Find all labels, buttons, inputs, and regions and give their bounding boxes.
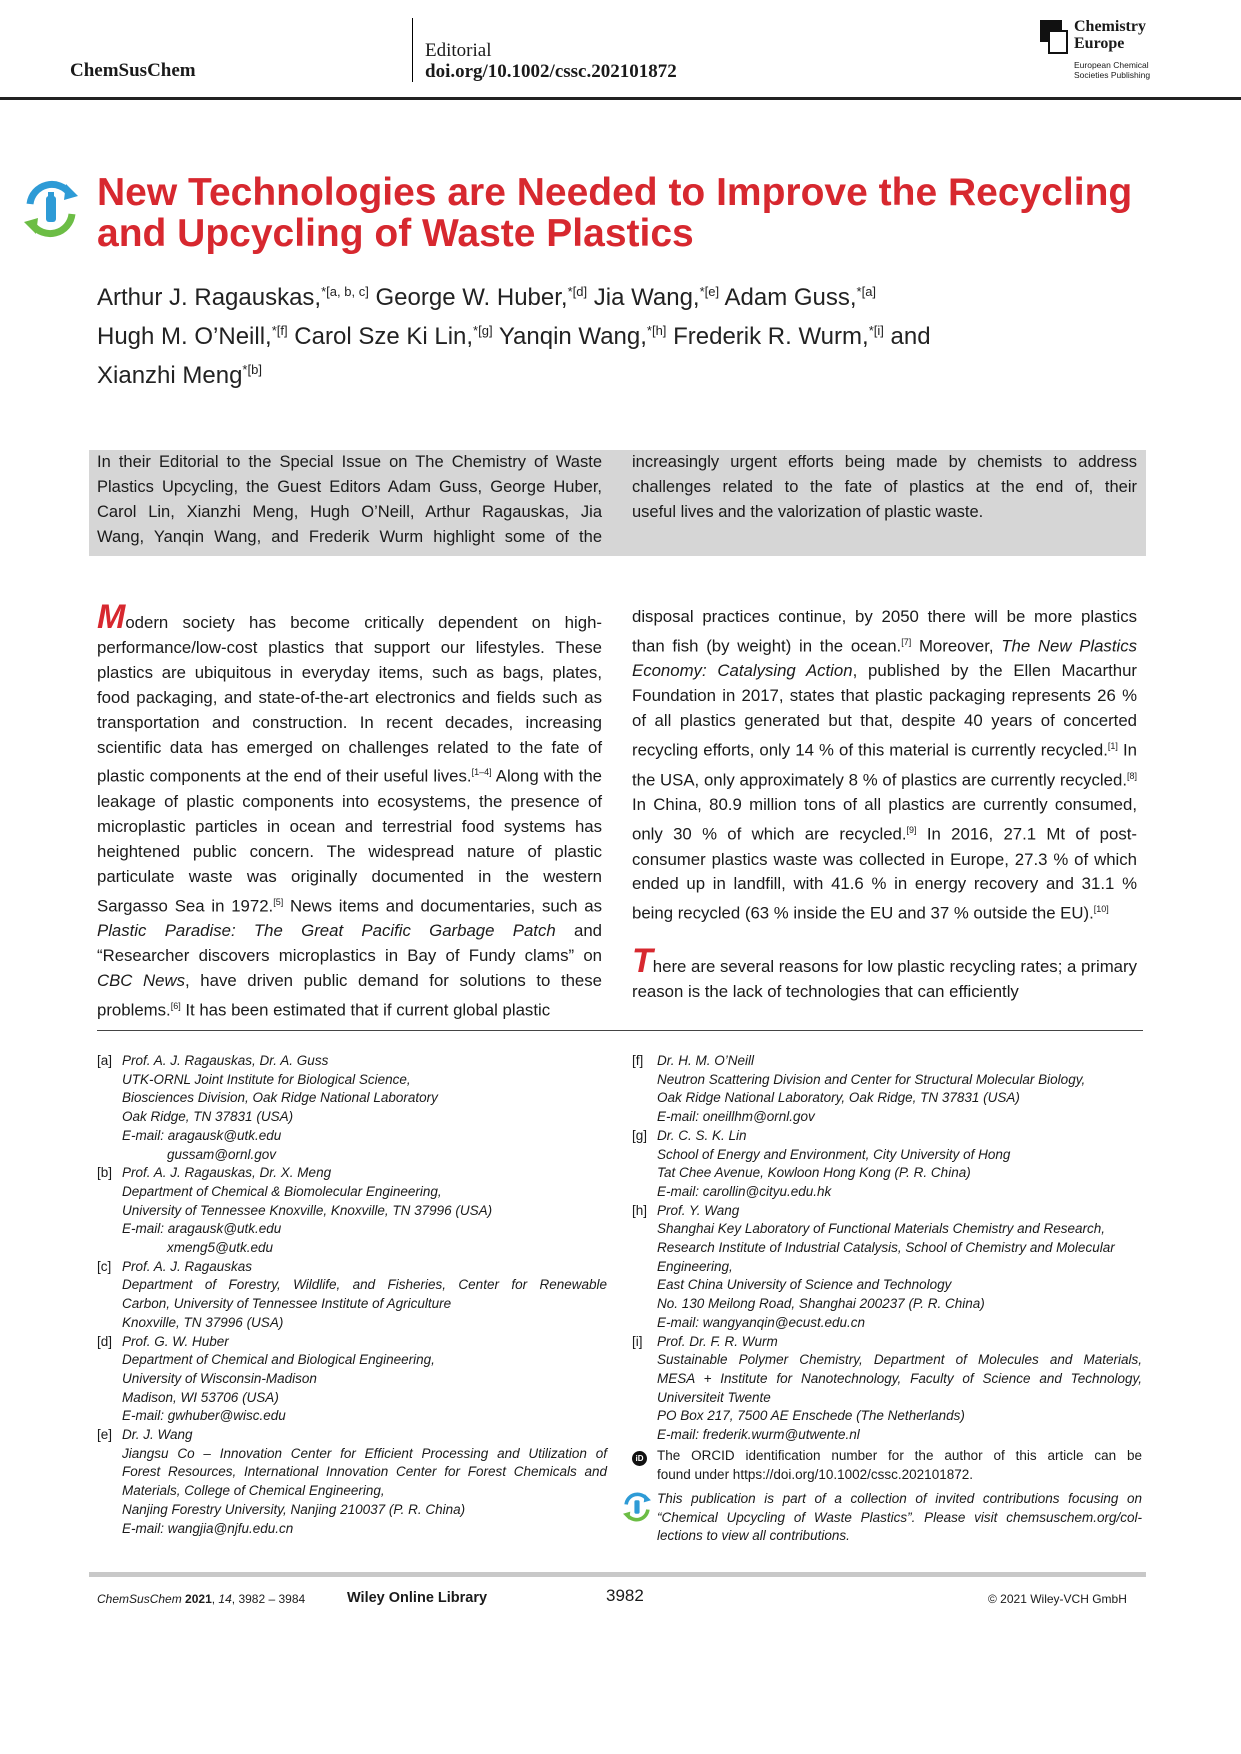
- drop-cap: T: [632, 942, 653, 980]
- body-text: It has been estimated that if current global plastic: [180, 1000, 551, 1020]
- affiliation-author: Prof. A. J. Ragauskas, Dr. A. Guss: [122, 1053, 329, 1068]
- footer-citation: ChemSusChem 2021, 14, 3982 – 3984: [97, 1592, 306, 1606]
- affiliation-author: Dr. C. S. K. Lin: [657, 1127, 747, 1143]
- abstract-line: useful lives and the valorization of plastic waste.: [632, 503, 984, 521]
- affiliation-line: University of Wisconsin-Madison: [122, 1370, 317, 1386]
- body-text: and “Researcher discovers microplastics in Bay of Fundy clams” on: [97, 921, 602, 965]
- affiliation-label: [c]: [97, 1258, 112, 1274]
- affiliation-line: Jiangsu Co – Innovation Center for Efficient Processing and Utilization of: [122, 1445, 607, 1461]
- abstract-left-column: [97, 450, 602, 550]
- corresponding-mark: *: [473, 323, 479, 338]
- author-name: Jia Wang,: [593, 284, 700, 311]
- affiliation-entry: [97, 1052, 607, 1164]
- author-list: [97, 275, 1217, 392]
- body-text: Moreover,: [911, 636, 1002, 656]
- body-text: In China, 80.9 million tons of all plastics are currently consumed, only 30 % of which are recycled.: [632, 795, 1137, 844]
- citation-journal: ChemSusChem: [97, 1592, 182, 1606]
- affiliation-line: Sustainable Polymer Chemistry, Department of Molecules and Materials,: [657, 1352, 1142, 1368]
- affiliation-line: Department of Forestry, Wildlife, and Fisheries, Center for Renewable: [122, 1277, 607, 1293]
- affiliation-author: Prof. Dr. F. R. Wurm: [657, 1333, 778, 1349]
- affiliation-entry: [97, 1164, 607, 1258]
- author-and: and: [890, 323, 931, 350]
- affiliation-author: Dr. J. Wang: [122, 1427, 193, 1443]
- affiliation-entry: [632, 1333, 1142, 1445]
- orcid-note: [657, 1447, 1142, 1484]
- affiliation-line: Oak Ridge, TN 37831 (USA): [122, 1109, 294, 1125]
- affiliation-line: Research Institute of Industrial Catalysis, School of Chemistry and Molecular: [657, 1240, 1115, 1256]
- publisher-subtitle-line1: European Chemical: [1074, 60, 1149, 70]
- footer-rule: [89, 1572, 1146, 1577]
- affiliation-line: Department of Chemical & Biomolecular Engineering,: [122, 1183, 442, 1199]
- author-name: Xianzhi Meng: [97, 362, 243, 389]
- corresponding-mark: *: [699, 284, 705, 299]
- corresponding-mark: *: [321, 284, 327, 299]
- abstract-line: increasingly urgent efforts being made by chemists to address: [632, 453, 1137, 471]
- recycling-collection-small-icon: [622, 1492, 652, 1522]
- affiliation-entry: [632, 1127, 1142, 1202]
- author-affiliation: [h]: [651, 323, 667, 338]
- affiliation-line: Tat Chee Avenue, Kowloon Hong Kong (P. R. China): [657, 1165, 971, 1181]
- affiliation-line: School of Energy and Environment, City University of Hong: [657, 1146, 1011, 1162]
- affiliation-line: MESA + Institute for Nanotechnology, Faculty of Science and Technology,: [657, 1370, 1142, 1386]
- chemistry-europe-logo-icon: [1040, 20, 1068, 54]
- publisher-subtitle-line2: Societies Publishing: [1074, 70, 1151, 80]
- affiliation-line: East China University of Science and Technology: [657, 1277, 952, 1293]
- publisher-name-line1: Chemistry: [1074, 18, 1146, 35]
- author-affiliation: [e]: [704, 284, 720, 299]
- affiliation-line: Nanjing Forestry University, Nanjing 210037 (P. R. China): [122, 1501, 466, 1517]
- body-text: In the USA, only approximately 8 % of plastics are currently recycled.: [632, 740, 1137, 790]
- abstract-line: challenges related to the fate of plastics at the end of, their: [632, 478, 1137, 496]
- affiliation-entry: [97, 1258, 607, 1333]
- abstract-line: Wang, Yanqin Wang, and Frederik Wurm highlight some of the: [97, 528, 602, 546]
- affiliation-line: Knoxville, TN 37996 (USA): [122, 1314, 284, 1330]
- orcid-icon: iD: [632, 1451, 647, 1466]
- affiliation-line: Engineering,: [657, 1258, 733, 1274]
- collection-line: This publication is part of a collection of invited contributions focusing on: [657, 1491, 1142, 1506]
- corresponding-mark: *: [646, 323, 652, 338]
- affiliation-label: [f]: [632, 1053, 644, 1068]
- abstract-line: Carol Lin, Xianzhi Meng, Hugh O’Neill, Arthur Ragauskas, Jia: [97, 503, 602, 521]
- affiliation-email[interactable]: E-mail: carollin@cityu.edu.hk: [657, 1183, 832, 1199]
- author-affiliation: [d]: [572, 284, 588, 299]
- section-label: Editorial: [425, 40, 492, 61]
- abstract-line: In their Editorial to the Special Issue on The Chemistry of Waste: [97, 453, 602, 471]
- reference-link[interactable]: [6]: [170, 1000, 181, 1011]
- header-divider: [412, 18, 413, 82]
- collection-line[interactable]: “Chemical Upcycling of Waste Plastics”. Please visit chemsuschem.org/col-: [657, 1509, 1142, 1525]
- affiliation-line: Neutron Scattering Division and Center for Structural Molecular Biology,: [657, 1071, 1086, 1087]
- affiliation-line: Shanghai Key Laboratory of Functional Materials Chemistry and Research,: [657, 1221, 1105, 1237]
- affiliation-label: [d]: [97, 1333, 113, 1349]
- body-text: In 2016, 27.1 Mt of post-consumer plastics waste was collected in Europe, 27.3 % of which ended up in landfill, with 41.6 % in energy recovery and 31.1 % being recycled (63 % inside the EU and 37 % outside the EU).: [632, 824, 1137, 923]
- affiliation-label: [g]: [632, 1127, 648, 1143]
- reference-link[interactable]: [10]: [1093, 904, 1109, 915]
- affiliation-email[interactable]: E-mail: wangyanqin@ecust.edu.cn: [657, 1314, 866, 1330]
- affiliation-line: Madison, WI 53706 (USA): [122, 1389, 279, 1405]
- affiliation-email[interactable]: gussam@ornl.gov: [167, 1146, 277, 1162]
- affiliation-entry: [97, 1426, 607, 1538]
- affiliation-author: Prof. Y. Wang: [657, 1202, 740, 1218]
- recycling-collection-icon: [22, 180, 80, 238]
- affiliation-email[interactable]: E-mail: wangjia@njfu.edu.cn: [122, 1520, 294, 1536]
- body-text: here are several reasons for low plastic recycling rates; a primary reason is the lack of technologies that can efficiently: [632, 957, 1137, 1001]
- author-affiliation: [i]: [873, 323, 884, 338]
- body-italic-text: CBC News: [97, 970, 186, 990]
- affiliation-email[interactable]: xmeng5@utk.edu: [167, 1240, 274, 1256]
- affiliation-email[interactable]: E-mail: aragausk@utk.edu: [122, 1127, 282, 1143]
- header-rule: [0, 97, 1241, 100]
- doi-link[interactable]: doi.org/10.1002/cssc.202101872: [425, 61, 677, 82]
- reference-link[interactable]: [5]: [273, 896, 284, 907]
- corresponding-mark: *: [868, 323, 874, 338]
- body-left-column: [97, 598, 603, 1023]
- affiliation-line: Department of Chemical and Biological Engineering,: [122, 1352, 435, 1368]
- corresponding-mark: *: [856, 284, 862, 299]
- collection-note: [657, 1490, 1142, 1546]
- corresponding-mark: *: [567, 284, 573, 299]
- affiliation-author: Prof. G. W. Huber: [122, 1333, 229, 1349]
- author-name: Carol Sze Ki Lin,: [294, 323, 474, 350]
- affiliation-line: Materials, College of Chemical Engineering,: [122, 1483, 385, 1499]
- body-italic-text: Plastic Paradise: The Great Pacific Garbage Patch: [97, 921, 556, 941]
- reference-link[interactable]: [9]: [906, 825, 917, 836]
- author-name: Yanqin Wang,: [498, 323, 647, 350]
- affiliation-line: Carbon, University of Tennessee Institute of Agriculture: [122, 1296, 452, 1312]
- affiliation-label: [a]: [97, 1053, 113, 1068]
- body-italic-text: The New Plastics Economy: Catalysing Action: [632, 636, 1137, 681]
- affiliation-line: UTK-ORNL Joint Institute for Biological Science,: [122, 1071, 411, 1087]
- affiliation-entry: [632, 1202, 1142, 1333]
- drop-cap: M: [97, 598, 126, 636]
- body-text: , published by the Ellen Macarthur Foundation in 2017, states that plastic packaging represents 26 % of all plastics generated but that, despite 40 years of concerted recycling efforts, only 14 % of this material is currently recycled.: [632, 661, 1138, 760]
- publisher-logo: [1040, 18, 1170, 82]
- author-affiliation: [a]: [861, 284, 877, 299]
- affiliation-email[interactable]: E-mail: frederik.wurm@utwente.nl: [657, 1427, 860, 1443]
- affiliation-email[interactable]: E-mail: aragausk@utk.edu: [122, 1221, 282, 1237]
- affiliation-label: [e]: [97, 1427, 113, 1443]
- reference-link[interactable]: [1–4]: [471, 767, 492, 778]
- citation-year: 2021: [185, 1592, 212, 1606]
- affiliation-line: Biosciences Division, Oak Ridge National Laboratory: [122, 1090, 438, 1106]
- abstract-right-column: [632, 450, 1137, 525]
- citation-pages: 3982 – 3984: [238, 1592, 306, 1606]
- author-name: Arthur J. Ragauskas,: [97, 284, 322, 311]
- author-name: Hugh M. O’Neill,: [97, 323, 272, 350]
- reference-link[interactable]: [8]: [1126, 770, 1137, 781]
- author-affiliation: [g]: [478, 323, 493, 338]
- body-text: , have driven public demand for solutions to these problems.: [97, 970, 602, 1020]
- body-text: odern society has become critically dependent on high-performance/low-cost plastics that support our lifestyles. These plastics are ubiquitous in everyday items, such as bags, plates, food packaging, and state-of-the-art electronics and fields such as transportation and construction. In recent decades, increasing scientific data has emerged on challenges related to the fate of plastic components at the end of their useful lives.: [97, 613, 602, 787]
- affiliations-left: [97, 1052, 607, 1538]
- copyright: © 2021 Wiley-VCH GmbH: [988, 1592, 1127, 1606]
- body-text: News items and documentaries, such as: [283, 896, 602, 916]
- affiliation-author: Dr. H. M. O’Neill: [657, 1053, 754, 1068]
- reference-link[interactable]: [1]: [1107, 741, 1118, 752]
- affiliation-line: No. 130 Meilong Road, Shanghai 200237 (P. R. China): [657, 1296, 985, 1312]
- author-affiliation: [a, b, c]: [326, 284, 369, 299]
- body-text: disposal practices continue, by 2050 there will be more plastics than fish (by weight) in the ocean.: [632, 607, 1137, 656]
- body-text: Along with the leakage of plastic components into ecosystems, the presence of microplastic particles in ocean and terrestrial food systems has heightened public concern. The widespread nature of plastic particulate waste was originally documented in the western Sargasso Sea in 1972.: [97, 767, 603, 916]
- affiliation-email[interactable]: E-mail: gwhuber@wisc.edu: [122, 1408, 286, 1424]
- abstract-line: Plastics Upcycling, the Guest Editors Adam Guss, George Huber,: [97, 478, 602, 496]
- affiliation-author: Prof. A. J. Ragauskas, Dr. X. Meng: [122, 1165, 332, 1181]
- body-right-column: [632, 605, 1137, 927]
- affiliation-line: PO Box 217, 7500 AE Enschede (The Netherlands): [657, 1408, 965, 1424]
- wiley-online-library-link[interactable]: Wiley Online Library: [347, 1590, 488, 1606]
- collection-line: lections to view all contributions.: [657, 1528, 850, 1544]
- author-name: George W. Huber,: [375, 284, 568, 311]
- article-title: New Technologies are Needed to Improve the Recycling and Upcycling of Waste Plastics: [97, 171, 1133, 255]
- affiliation-author: Prof. A. J. Ragauskas: [122, 1258, 253, 1274]
- author-name: Frederik R. Wurm,: [673, 323, 869, 350]
- affiliation-entry: [97, 1333, 607, 1427]
- footnote-rule: [97, 1030, 1143, 1031]
- corresponding-mark: *: [242, 362, 248, 377]
- orcid-line: The ORCID identification number for the author of this article can be: [657, 1448, 1142, 1463]
- author-affiliation: [b]: [247, 362, 262, 377]
- page-number: 3982: [606, 1586, 644, 1605]
- affiliation-line: University of Tennessee Knoxville, Knoxville, TN 37996 (USA): [122, 1202, 493, 1218]
- citation-volume: 14: [218, 1592, 232, 1606]
- affiliation-label: [i]: [632, 1333, 643, 1349]
- reference-link[interactable]: [7]: [901, 636, 912, 647]
- journal-name: ChemSusChem: [70, 60, 196, 81]
- affiliation-entry: [632, 1052, 1142, 1127]
- publisher-name-line2: Europe: [1074, 35, 1125, 52]
- affiliation-line: Forest Resources, International Innovation Center for Forest Chemicals and: [122, 1464, 607, 1480]
- affiliation-label: [h]: [632, 1202, 648, 1218]
- author-name: Adam Guss,: [724, 284, 857, 311]
- affiliation-label: [b]: [97, 1165, 113, 1181]
- affiliations-right: [632, 1052, 1142, 1445]
- affiliation-line: Oak Ridge National Laboratory, Oak Ridge, TN 37831 (USA): [657, 1090, 1020, 1106]
- affiliation-line: Universiteit Twente: [657, 1389, 771, 1405]
- body-right-paragraph-2: [632, 942, 1137, 1005]
- affiliation-email[interactable]: E-mail: oneillhm@ornl.gov: [657, 1109, 815, 1125]
- corresponding-mark: *: [271, 323, 277, 338]
- orcid-link[interactable]: found under https://doi.org/10.1002/cssc.202101872.: [657, 1466, 973, 1482]
- author-affiliation: [f]: [276, 323, 288, 338]
